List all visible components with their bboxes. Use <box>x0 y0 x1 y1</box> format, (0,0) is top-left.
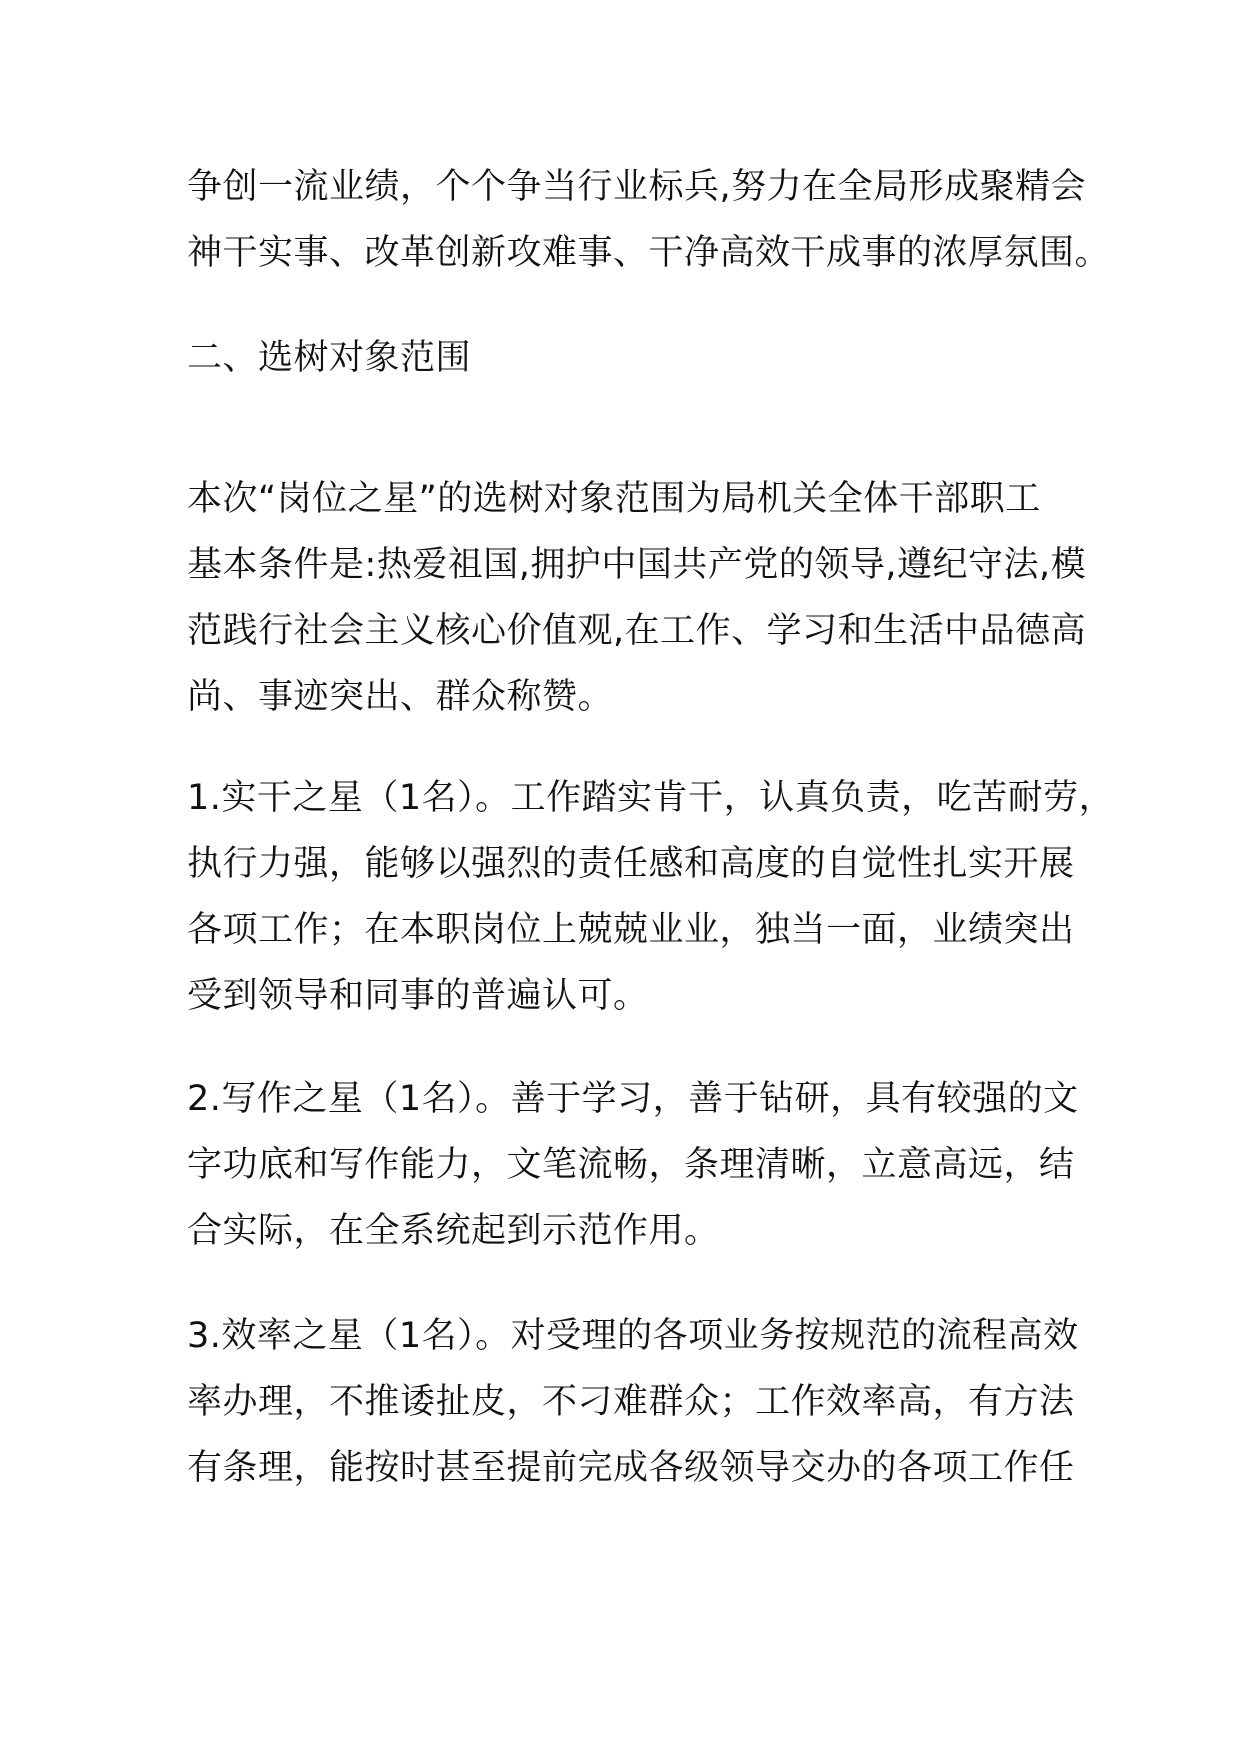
text-line: 3.效率之星（1名）。对受理的各项业务按规范的流程高效 <box>187 1316 1079 1356</box>
text-line: 2.写作之星（1名）。善于学习，善于钻研，具有较强的文 <box>187 1079 1079 1119</box>
paragraph-star-practical <box>187 765 1115 1029</box>
text-line: 争创一流业绩，个个争当行业标兵,努力在全局形成聚精会 <box>187 167 1087 207</box>
paragraph-basic-conditions <box>187 466 1087 730</box>
text-line: 尚、事迹突出、群众称赞。 <box>187 677 614 717</box>
text-line: 二、选树对象范围 <box>187 338 472 378</box>
paragraph-star-efficiency <box>187 1303 1079 1501</box>
text-line: 率办理，不推诿扯皮，不刁难群众；工作效率高，有方法 <box>187 1382 1075 1422</box>
text-line: 合实际，在全系统起到示范作用。 <box>187 1211 720 1251</box>
text-line: 范践行社会主义核心价值观,在工作、学习和生活中品德高 <box>187 611 1087 651</box>
text-line: 本次“岗位之星”的选树对象范围为局机关全体干部职工 <box>187 479 1041 519</box>
paragraph-intro-continuation <box>187 154 1111 286</box>
paragraph-star-writing <box>187 1066 1079 1264</box>
text-line: 有条理，能按时甚至提前完成各级领导交办的各项工作任 <box>187 1448 1075 1488</box>
text-line: 各项工作；在本职岗位上兢兢业业，独当一面，业绩突出 <box>187 910 1075 950</box>
text-line: 字功底和写作能力，文笔流畅，条理清晰，立意高远，结 <box>187 1145 1075 1185</box>
text-line: 基本条件是:热爱祖国,拥护中国共产党的领导,遵纪守法,模 <box>187 545 1087 585</box>
text-line: 1.实干之星（1名）。工作踏实肯干，认真负责，吃苦耐劳， <box>187 778 1115 818</box>
text-line: 神干实事、改革创新攻难事、干净高效干成事的浓厚氛围。 <box>187 233 1111 273</box>
text-line: 受到领导和同事的普遍认可。 <box>187 976 649 1016</box>
section-heading-selection-scope <box>187 325 1067 391</box>
text-line: 执行力强，能够以强烈的责任感和高度的自觉性扎实开展 <box>187 844 1075 884</box>
